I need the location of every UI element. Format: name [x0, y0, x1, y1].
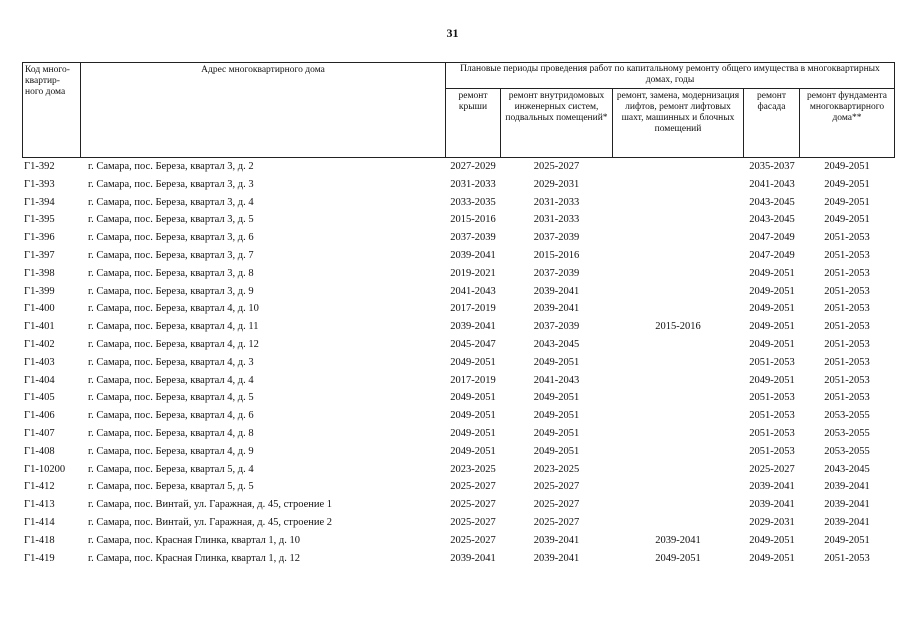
cell-engineering: 2039-2041	[533, 552, 580, 564]
cell-facade: 2049-2051	[749, 267, 795, 279]
cell-code: Г1-397	[24, 249, 55, 261]
cell-code: Г1-401	[24, 321, 55, 333]
cell-facade: 2049-2051	[749, 285, 795, 297]
cell-roof: 2025-2027	[450, 499, 496, 511]
cell-facade: 2047-2049	[749, 249, 795, 261]
table-row	[22, 158, 895, 176]
cell-roof: 2049-2051	[450, 445, 496, 457]
cell-facade: 2041-2043	[749, 178, 795, 190]
cell-foundation: 2049-2051	[824, 161, 870, 172]
table-row	[22, 336, 895, 354]
cell-facade: 2049-2051	[749, 552, 795, 564]
cell-address: г. Самара, пос. Береза, квартал 3, д. 2	[88, 161, 254, 172]
cell-engineering: 2043-2045	[533, 338, 580, 350]
table-row	[22, 496, 895, 514]
cell-foundation: 2051-2053	[824, 338, 870, 350]
page-number: 31	[446, 26, 459, 40]
cell-address: г. Самара, пос. Береза, квартал 4, д. 12	[88, 338, 259, 350]
cell-engineering: 2031-2033	[533, 214, 580, 226]
cell-facade: 2049-2051	[749, 321, 795, 333]
cell-facade: 2039-2041	[749, 481, 795, 493]
cell-engineering: 2049-2051	[533, 427, 580, 439]
cell-facade: 2049-2051	[749, 303, 795, 315]
cell-foundation: 2051-2053	[824, 303, 870, 315]
cell-code: Г1-413	[24, 499, 55, 511]
table-row	[22, 478, 895, 496]
cell-engineering: 2025-2027	[533, 161, 580, 172]
cell-foundation: 2049-2051	[824, 196, 870, 208]
table-row	[22, 247, 895, 265]
table-row	[22, 194, 895, 212]
cell-foundation: 2051-2053	[824, 374, 870, 386]
cell-roof: 2017-2019	[450, 303, 496, 315]
cell-facade: 2051-2053	[749, 410, 795, 422]
cell-address: г. Самара, пос. Береза, квартал 3, д. 6	[88, 232, 254, 244]
cell-facade: 2043-2045	[749, 196, 795, 208]
cell-engineering: 2039-2041	[533, 285, 580, 297]
cell-roof: 2015-2016	[450, 214, 496, 226]
cell-code: Г1-412	[24, 481, 55, 493]
cell-facade: 2049-2051	[749, 338, 795, 350]
header-periods: Плановые периоды проведения работ по капитальному ремонту общего имущества в многоквартирных домах, годы	[445, 62, 895, 89]
cell-code: Г1-408	[24, 445, 55, 457]
cell-foundation: 2051-2053	[824, 356, 870, 368]
cell-code: Г1-393	[24, 178, 55, 190]
cell-engineering: 2029-2031	[533, 178, 580, 190]
cell-engineering: 2031-2033	[533, 196, 580, 208]
cell-facade: 2049-2051	[749, 534, 795, 546]
cell-roof: 2045-2047	[450, 338, 496, 350]
cell-roof: 2039-2041	[450, 249, 496, 261]
cell-foundation: 2051-2053	[824, 249, 870, 261]
cell-facade: 2049-2051	[749, 374, 795, 386]
table-row	[22, 461, 895, 479]
cell-engineering: 2025-2027	[533, 481, 580, 493]
cell-foundation: 2043-2045	[824, 463, 870, 475]
cell-engineering: 2049-2051	[533, 445, 580, 457]
cell-roof: 2025-2027	[450, 481, 496, 493]
cell-engineering: 2023-2025	[533, 463, 580, 475]
header-lifts: ремонт, замена, модернизация лифтов, ремонт лифтовых шахт, машинных и блочных помещений	[612, 88, 744, 158]
cell-engineering: 2039-2041	[533, 534, 580, 546]
cell-facade: 2035-2037	[749, 161, 795, 172]
cell-address: г. Самара, пос. Береза, квартал 4, д. 5	[88, 392, 254, 404]
cell-engineering: 2039-2041	[533, 303, 580, 315]
table-row	[22, 443, 895, 461]
cell-foundation: 2049-2051	[824, 178, 870, 190]
cell-roof: 2041-2043	[450, 285, 496, 297]
table-row	[22, 211, 895, 229]
cell-roof: 2033-2035	[450, 196, 496, 208]
cell-address: г. Самара, пос. Береза, квартал 3, д. 7	[88, 249, 254, 261]
cell-code: Г1-400	[24, 303, 55, 315]
cell-lifts: 2015-2016	[655, 321, 701, 333]
cell-address: г. Самара, пос. Красная Глинка, квартал 1, д. 12	[88, 552, 301, 564]
cell-foundation: 2053-2055	[824, 410, 870, 422]
cell-code: Г1-418	[24, 534, 55, 546]
header-engineering: ремонт внутридомовых инженерных систем, подвальных помещений*	[500, 88, 613, 158]
table-row	[22, 229, 895, 247]
cell-roof: 2039-2041	[450, 552, 496, 564]
cell-address: г. Самара, пос. Береза, квартал 4, д. 8	[88, 427, 254, 439]
table-row	[22, 532, 895, 550]
header-code: Код много-квартир-ного дома	[22, 62, 81, 158]
cell-engineering: 2041-2043	[533, 374, 580, 386]
table-row	[22, 407, 895, 425]
cell-roof: 2037-2039	[450, 232, 496, 244]
cell-roof: 2049-2051	[450, 392, 496, 404]
header-address: Адрес многоквартирного дома	[80, 62, 446, 158]
cell-roof: 2023-2025	[450, 463, 496, 475]
cell-foundation: 2039-2041	[824, 481, 870, 493]
table-row	[22, 425, 895, 443]
cell-foundation: 2051-2053	[824, 392, 870, 404]
cell-roof: 2049-2051	[450, 356, 496, 368]
cell-roof: 2039-2041	[450, 321, 496, 333]
cell-address: г. Самара, пос. Береза, квартал 3, д. 9	[88, 285, 254, 297]
cell-facade: 2051-2053	[749, 392, 795, 404]
cell-engineering: 2015-2016	[533, 249, 580, 261]
header-roof: ремонт крыши	[445, 88, 501, 158]
cell-engineering: 2025-2027	[533, 499, 580, 511]
cell-code: Г1-396	[24, 232, 55, 244]
cell-code: Г1-395	[24, 214, 55, 226]
cell-lifts: 2049-2051	[655, 552, 701, 564]
cell-address: г. Самара, пос. Береза, квартал 5, д. 4	[88, 463, 254, 475]
cell-code: Г1-392	[24, 161, 55, 172]
cell-foundation: 2039-2041	[824, 516, 870, 528]
cell-foundation: 2051-2053	[824, 552, 870, 564]
header-foundation: ремонт фундамента многоквартирного дома**	[799, 88, 895, 158]
cell-address: г. Самара, пос. Береза, квартал 5, д. 5	[88, 481, 254, 493]
cell-code: Г1-398	[24, 267, 55, 279]
cell-engineering: 2037-2039	[533, 321, 580, 333]
table-row	[22, 372, 895, 390]
table-row	[22, 550, 895, 568]
cell-facade: 2029-2031	[749, 516, 795, 528]
cell-code: Г1-407	[24, 427, 55, 439]
cell-code: Г1-414	[24, 516, 55, 528]
cell-foundation: 2053-2055	[824, 427, 870, 439]
cell-address: г. Самара, пос. Береза, квартал 4, д. 9	[88, 445, 254, 457]
cell-facade: 2043-2045	[749, 214, 795, 226]
cell-code: Г1-402	[24, 338, 55, 350]
cell-roof: 2027-2029	[450, 161, 496, 172]
cell-foundation: 2049-2051	[824, 214, 870, 226]
cell-roof: 2025-2027	[450, 534, 496, 546]
table-row	[22, 318, 895, 336]
cell-facade: 2051-2053	[749, 356, 795, 368]
cell-engineering: 2049-2051	[533, 410, 580, 422]
cell-facade: 2025-2027	[749, 463, 795, 475]
cell-address: г. Самара, пос. Береза, квартал 4, д. 3	[88, 356, 254, 368]
cell-address: г. Самара, пос. Винтай, ул. Гаражная, д. 45, строение 2	[88, 516, 333, 528]
cell-roof: 2031-2033	[450, 178, 496, 190]
cell-address: г. Самара, пос. Береза, квартал 4, д. 6	[88, 410, 254, 422]
cell-code: Г1-394	[24, 196, 55, 208]
cell-code: Г1-419	[24, 552, 55, 564]
cell-address: г. Самара, пос. Береза, квартал 4, д. 10	[88, 303, 259, 315]
table-body	[22, 158, 895, 567]
cell-roof: 2049-2051	[450, 427, 496, 439]
table-row	[22, 176, 895, 194]
cell-foundation: 2051-2053	[824, 267, 870, 279]
cell-code: Г1-10200	[24, 463, 66, 475]
cell-foundation: 2051-2053	[824, 285, 870, 297]
cell-engineering: 2025-2027	[533, 516, 580, 528]
cell-roof: 2049-2051	[450, 410, 496, 422]
cell-facade: 2039-2041	[749, 499, 795, 511]
cell-address: г. Самара, пос. Береза, квартал 3, д. 8	[88, 267, 254, 279]
cell-code: Г1-406	[24, 410, 55, 422]
cell-facade: 2051-2053	[749, 445, 795, 457]
table-row	[22, 354, 895, 372]
cell-facade: 2051-2053	[749, 427, 795, 439]
cell-address: г. Самара, пос. Красная Глинка, квартал 1, д. 10	[88, 534, 301, 546]
table-row	[22, 389, 895, 407]
cell-roof: 2025-2027	[450, 516, 496, 528]
cell-address: г. Самара, пос. Винтай, ул. Гаражная, д. 45, строение 1	[88, 499, 333, 511]
cell-foundation: 2049-2051	[824, 534, 870, 546]
cell-foundation: 2051-2053	[824, 232, 870, 244]
cell-code: Г1-405	[24, 392, 55, 404]
cell-address: г. Самара, пос. Береза, квартал 4, д. 4	[88, 374, 254, 386]
table-row	[22, 300, 895, 318]
table-row	[22, 283, 895, 301]
cell-facade: 2047-2049	[749, 232, 795, 244]
cell-engineering: 2049-2051	[533, 356, 580, 368]
table-row	[22, 265, 895, 283]
table-row	[22, 514, 895, 532]
header-facade: ремонт фасада	[743, 88, 800, 158]
cell-code: Г1-403	[24, 356, 55, 368]
cell-engineering: 2037-2039	[533, 232, 580, 244]
cell-roof: 2017-2019	[450, 374, 496, 386]
cell-foundation: 2039-2041	[824, 499, 870, 511]
cell-engineering: 2037-2039	[533, 267, 580, 279]
cell-foundation: 2053-2055	[824, 445, 870, 457]
cell-address: г. Самара, пос. Береза, квартал 4, д. 11	[88, 321, 259, 333]
cell-code: Г1-399	[24, 285, 55, 297]
cell-address: г. Самара, пос. Береза, квартал 3, д. 5	[88, 214, 254, 226]
cell-address: г. Самара, пос. Береза, квартал 3, д. 4	[88, 196, 254, 208]
cell-foundation: 2051-2053	[824, 321, 870, 333]
cell-roof: 2019-2021	[450, 267, 496, 279]
cell-address: г. Самара, пос. Береза, квартал 3, д. 3	[88, 178, 254, 190]
cell-code: Г1-404	[24, 374, 55, 386]
cell-lifts: 2039-2041	[655, 534, 701, 546]
cell-engineering: 2049-2051	[533, 392, 580, 404]
